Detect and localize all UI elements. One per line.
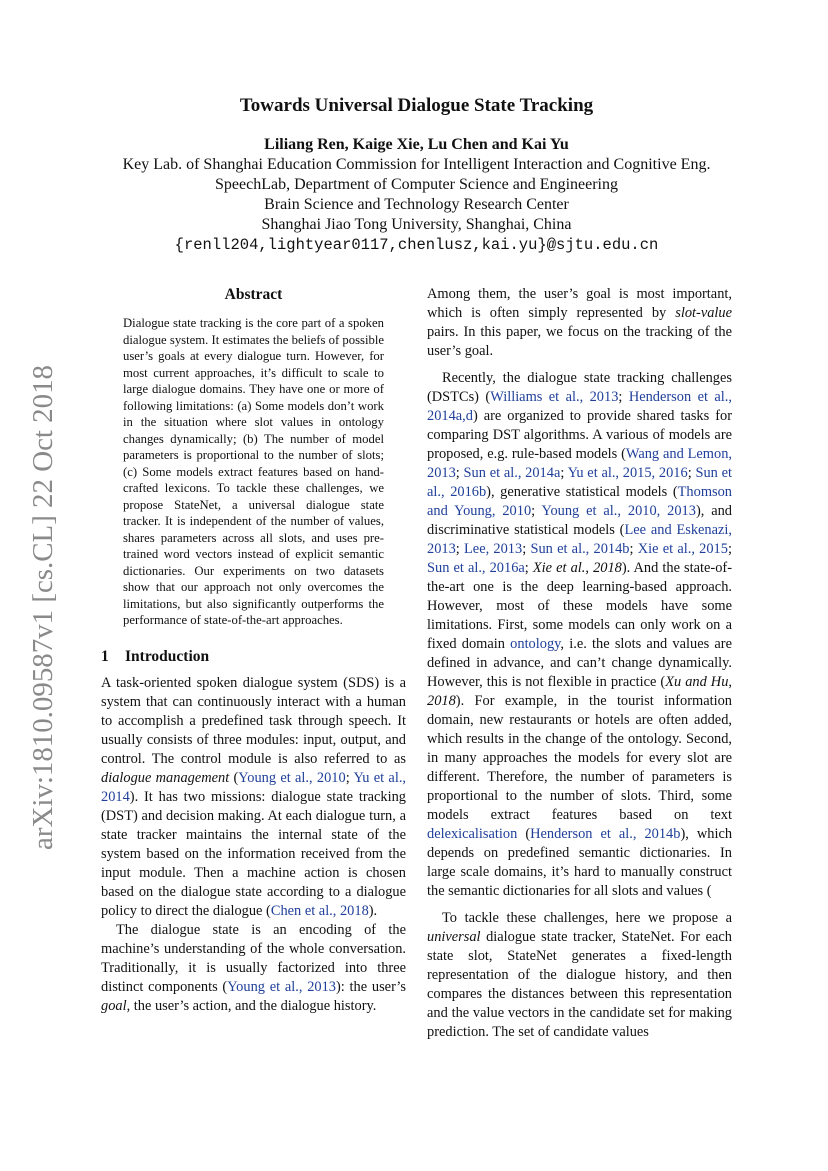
arxiv-identifier (14, 365, 60, 850)
text-run: ( (229, 769, 239, 786)
section-number: 1 (101, 647, 109, 665)
text-run: ; (522, 541, 531, 557)
arxiv-identifier-text: arXiv:1810.09587v1 [cs.CL] 22 Oct 2018 (28, 380, 59, 850)
intro-paragraph-1 (101, 674, 406, 921)
citation-link[interactable]: ontology (510, 636, 561, 652)
intro-paragraph-5 (427, 909, 732, 1042)
author-emails: {renll204,lightyear0117,chenlusz,kai.yu}@sjtu.edu.cn (174, 236, 659, 254)
text-run: pairs. In this paper, we focus on the tracking of the user’s goal. (427, 324, 732, 359)
abstract-text: Dialogue state tracking is the core part of a spoken dialogue system. It estimates the beliefs of possible user’s goals at every dialogue turn. However, for most current approaches, it’s difficult to scale to large dialogue domains. They have one or more of following limitations: (a) Some models don’t work in the situation where slot values in ontology changes dynamically; (b) The number of model parameters is proportional to the number of slots; (c) Some models extract features based on hand-crafted lexicons. To tackle these challenges, we propose StateNet, a universal dialogue state tracker. It is independent of the number of values, shares parameters across all slots, and uses pre-trained word vectors instead of explicit semantic dictionaries. Our experiments on two datasets show that our approach not only overcomes the limitations, but also significantly outperforms the performance of state-of-the-art approaches. (123, 316, 384, 627)
affiliation-line: Brain Science and Technology Research Center (264, 196, 569, 213)
citation-link[interactable]: Young et al., 2010 (238, 769, 346, 786)
text-run: ; (618, 389, 629, 405)
text-run: Among them, the user’s goal is most important, which is often simply represented by (427, 286, 732, 321)
citation-link[interactable]: delexicalisation (427, 826, 518, 842)
emphasis: Xu and Hu, 2018 (427, 674, 732, 709)
text-run: ; (560, 465, 568, 481)
left-column (101, 285, 406, 1016)
abstract-heading: Abstract (224, 286, 283, 303)
text-run: ; (524, 560, 533, 576)
intro-paragraph-3 (427, 285, 732, 361)
text-run: ). (368, 902, 378, 919)
text-run: ; (531, 503, 542, 519)
citation-link[interactable]: Yu et al., 2015, 2016 (567, 465, 688, 481)
citation-link[interactable]: Lee, 2013 (464, 541, 523, 557)
citation-link[interactable]: Sun et al., 2016a (427, 560, 525, 576)
paper-authors: Liliang Ren, Kaige Xie, Lu Chen and Kai Yu (264, 136, 569, 153)
right-column (427, 285, 732, 1042)
text-run: ). For example, in the tourist information domain, new restaurants or hotels are often added, which results in the change of the ontology. Second, in many approaches the models for every slot are different. Therefore, the number of parameters is proportional to the number of slots. Third, some models extract features based on text (427, 693, 732, 823)
citation-link[interactable]: Xie et al., 2015 (637, 541, 728, 557)
emphasis: goal (101, 997, 127, 1014)
text-run: Recently, the dialogue state tracking challenges (DSTCs) ( (427, 370, 732, 405)
paper-title: Towards Universal Dialogue State Tracking (239, 95, 594, 116)
text-run: ( (517, 826, 531, 842)
text-run: The dialogue state is an encoding of the machine’s understanding of the whole conversation. Traditionally, it is usually factorized into three distinct components ( (101, 921, 406, 995)
paper-header (100, 94, 733, 255)
affiliation-line: Shanghai Jiao Tong University, Shanghai, China (261, 216, 572, 233)
text-run: A task-oriented spoken dialogue system (SDS) is a system that can continuously interact with a human to accomplish a predefined task through speech. It usually consists of three modules: input, output, and control. The control module is also referred to as (101, 674, 406, 767)
citation-link[interactable]: Henderson et al., 2014a,d (427, 389, 732, 424)
intro-paragraph-2 (101, 921, 406, 1016)
citation-link[interactable]: Sun et al., 2014a (463, 465, 561, 481)
text-run: To tackle these challenges, here we propose a (442, 910, 732, 926)
citation-link[interactable]: Williams et al., 2013 (490, 389, 619, 405)
text-run: ), which depends on predefined semantic dictionaries. In large scale domains, it’s hard to manually construct the semantic dictionaries for all slots and values ( (427, 826, 733, 899)
affiliation-line: Key Lab. of Shanghai Education Commission for Intelligent Interaction and Cognitive Eng. (122, 156, 711, 173)
text-run: ) are organized to provide shared tasks for comparing DST algorithms. A various of models are proposed, e.g. rule-based models ( (427, 408, 732, 462)
text-run: ; (727, 541, 732, 557)
text-run: ; (345, 769, 354, 786)
text-run: ). And the state-of-the-art one is the deep learning-based approach. However, most of these models have some limitations. First, some models can only work on a fixed domain (427, 560, 733, 652)
intro-paragraph-4 (427, 369, 732, 901)
affiliation-line: SpeechLab, Department of Computer Science and Engineering (215, 176, 618, 193)
text-run: ; (455, 465, 464, 481)
text-run: , the user’s action, and the dialogue history. (126, 997, 377, 1014)
emphasis: dialogue management (101, 769, 230, 786)
text-run: , i.e. the slots and values are defined in advance, and can’t change dynamically. However, this is not flexible in practice ( (427, 636, 732, 690)
emphasis: Xie et al., 2018 (532, 560, 622, 576)
citation-link[interactable]: Thomson and Young, 2010 (427, 484, 733, 519)
text-run: ; (629, 541, 638, 557)
citation-link[interactable]: Sun et al., 2014b (530, 541, 630, 557)
citation-link[interactable]: Wang and Lemon, 2013 (427, 446, 732, 481)
citation-link[interactable]: Lee and Eskenazi, 2013 (427, 522, 732, 557)
emphasis: slot-value (675, 305, 732, 321)
citation-link[interactable]: Yu et al., 2014 (101, 769, 407, 805)
text-run: ): the user’s (336, 978, 406, 995)
text-run: ; (455, 541, 465, 557)
citation-link[interactable]: Sun et al., 2016b (427, 465, 733, 500)
text-run: ), and discriminative statistical models ( (427, 503, 732, 538)
citation-link[interactable]: Henderson et al., 2014b (530, 826, 681, 842)
text-run: ). It has two missions: dialogue state tracking (DST) and decision making. At each dialogue turn, a state tracker maintains the internal state of the system based on the information received from the input module. Then a machine action is chosen based on the dialogue state according to a dialogue policy to direct the dialogue ( (101, 788, 406, 919)
citation-link[interactable]: Chen et al., 2018 (270, 902, 369, 919)
text-run: ), generative statistical models ( (486, 484, 678, 500)
arxiv-identifier-graphic (14, 365, 60, 850)
citation-link[interactable]: Young et al., 2010, 2013 (541, 503, 696, 519)
section-title: Introduction (125, 647, 210, 665)
text-run: ; (687, 465, 696, 481)
citation-link[interactable]: Young et al., 2013 (227, 978, 336, 995)
section-heading-introduction (101, 647, 406, 667)
emphasis: universal (427, 929, 481, 945)
text-run: dialogue state tracker, StateNet. For each state slot, StateNet generates a fixed-length representation of the dialogue history, and then compares the distances between this representation and the value vectors in the candidate set for making prediction. The set of candidate values (427, 929, 732, 1040)
